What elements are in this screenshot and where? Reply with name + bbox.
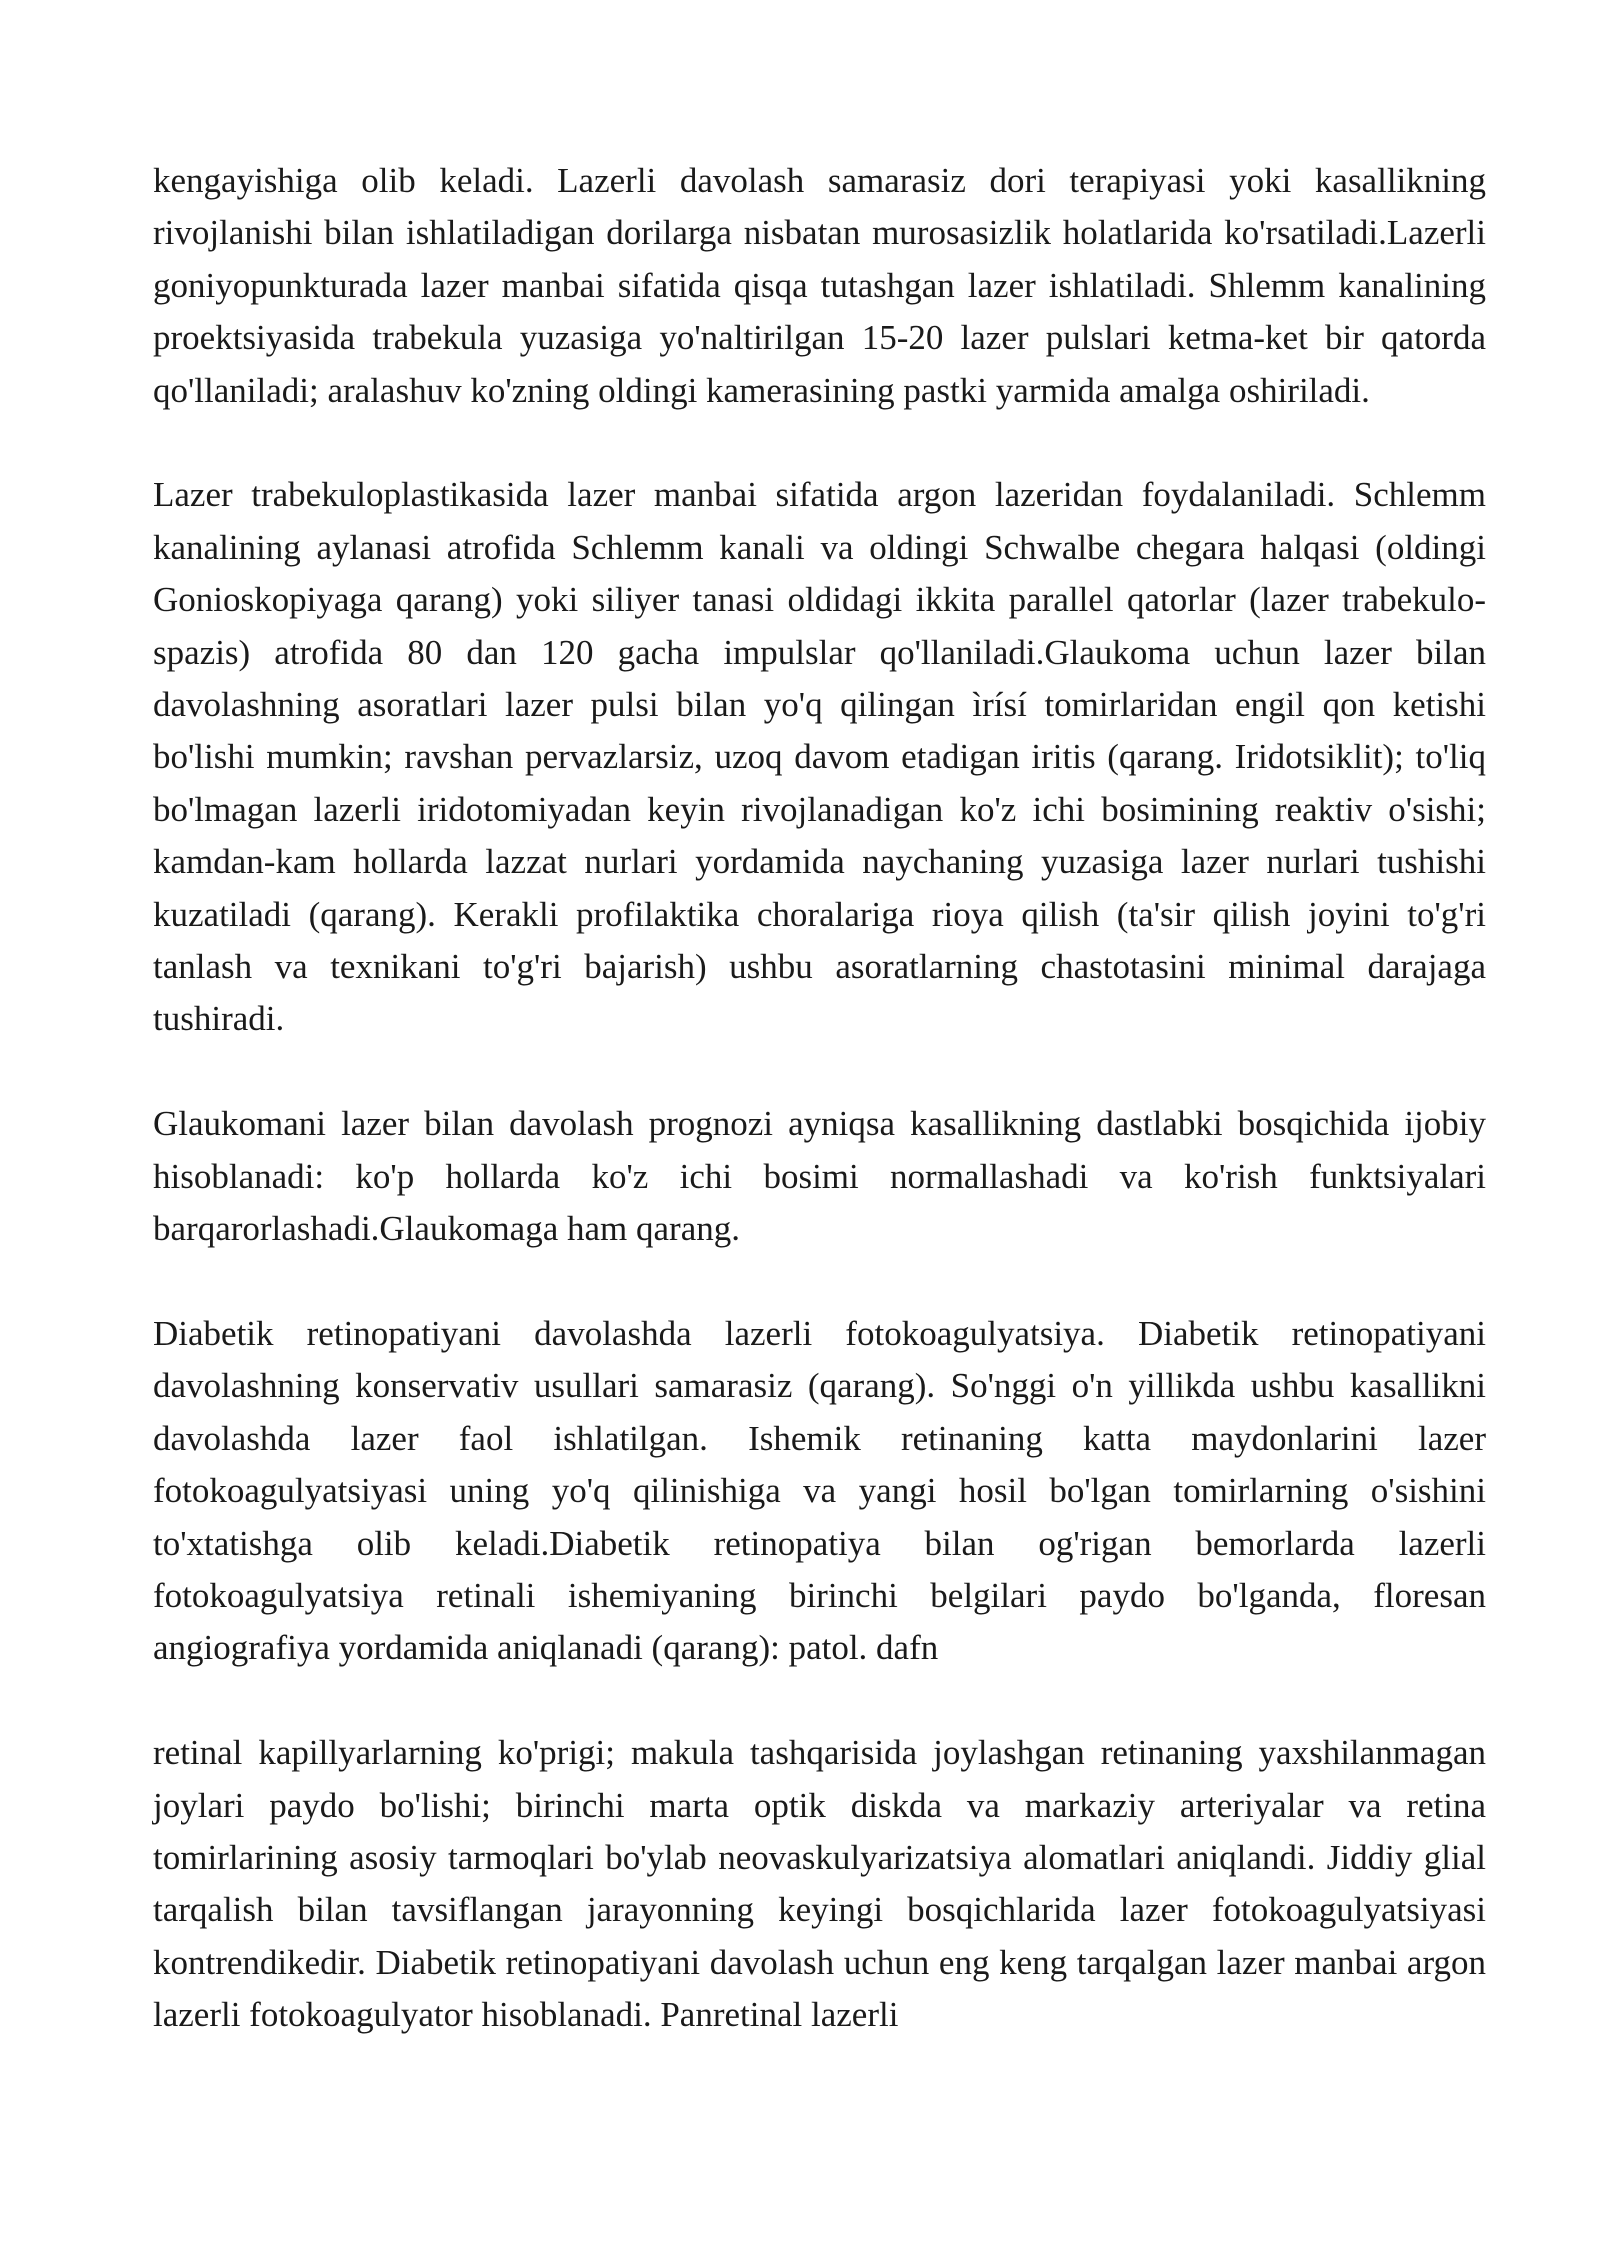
paragraph-laser-trabeculoplasty: Lazer trabekuloplastikasida lazer manbai sifatida argon lazeridan foydalaniladi. Schlemm kanalining aylanasi atrofida Schlemm kanali va oldingi Schwalbe chegara halqasi (oldingi Gonioskopiyaga qarang) yoki siliyer tanasi oldidagi ikkita parallel qatorlar (lazer trabekulo-spazis) atrofida 80 dan 120 gacha impulslar qo'llaniladi.Glaukoma uchun lazer bilan davolashning asoratlari lazer pulsi bilan yo'q qilingan ìrísí tomirlaridan engil qon ketishi bo'lishi mumkin; ravshan pervazlarsiz, uzoq davom etadigan iritis (qarang. Iridotsiklit); to'liq bo'lmagan lazerli iridotomiyadan keyin rivojlanadigan ko'z ichi bosimining reaktiv o'sishi; kamdan-kam hollarda lazzat nurlari yordamida naychaning yuzasiga lazer nurlari tushishi kuzatiladi (qarang). Kerakli profilaktika choralariga rioya qilish (ta'sir qilish joyini to'g'ri tanlash va texnikani to'g'ri bajarish) ushbu asoratlarning chastotasini minimal darajaga tushiradi. bbox=[153, 475, 1486, 1039]
paragraph-glaucoma-prognosis: Glaukomani lazer bilan davolash prognozi ayniqsa kasallikning dastlabki bosqichida ijobiy hisoblanadi: ko'p hollarda ko'z ichi bosimi normallashadi va ko'rish funktsiyalari barqarorlashadi.Glaukomaga ham qarang. bbox=[153, 1104, 1486, 1249]
paragraph-laser-goniopuncture: kengayishiga olib keladi. Lazerli davolash samarasiz dori terapiyasi yoki kasallikning rivojlanishi bilan ishlatiladigan dorilarga nisbatan murosasizlik holatlarida ko'rsatiladi.Lazerli goniyopunkturada lazer manbai sifatida qisqa tutashgan lazer ishlatiladi. Shlemm kanalining proektsiyasida trabekula yuzasiga yo'naltirilgan 15-20 lazer pulslari ketma-ket bir qatorda qo'llaniladi; aralashuv ko'zning oldingi kamerasining pastki yarmida amalga oshiriladi. bbox=[153, 161, 1486, 410]
paragraph-retinal-capillaries: retinal kapillyarlarning ko'prigi; makula tashqarisida joylashgan retinaning yaxshilanmagan joylari paydo bo'lishi; birinchi marta optik diskda va markaziy arteriyalar va retina tomirlarining asosiy tarmoqlari bo'ylab neovaskulyarizatsiya alomatlari aniqlandi. Jiddiy glial tarqalish bilan tavsiflangan jarayonning keyingi bosqichlarida lazer fotokoagulyatsiyasi kontrendikedir. Diabetik retinopatiyani davolash uchun eng keng tarqalgan lazer manbai argon lazerli fotokoagulyator hisoblanadi. Panretinal lazerli bbox=[153, 1733, 1486, 2035]
document-body bbox=[153, 155, 1486, 2042]
paragraph-diabetic-retinopathy: Diabetik retinopatiyani davolashda lazerli fotokoagulyatsiya. Diabetik retinopatiyani davolashning konservativ usullari samarasiz (qarang). So'nggi o'n yillikda ushbu kasallikni davolashda lazer faol ishlatilgan. Ishemik retinaning katta maydonlarini lazer fotokoagulyatsiyasi uning yo'q qilinishiga va yangi hosil bo'lgan tomirlarning o'sishini to'xtatishga olib keladi.Diabetik retinopatiya bilan og'rigan bemorlarda lazerli fotokoagulyatsiya retinali ishemiyaning birinchi belgilari paydo bo'lganda, floresan angiografiya yordamida aniqlanadi (qarang): patol. dafn bbox=[153, 1313, 1486, 1668]
